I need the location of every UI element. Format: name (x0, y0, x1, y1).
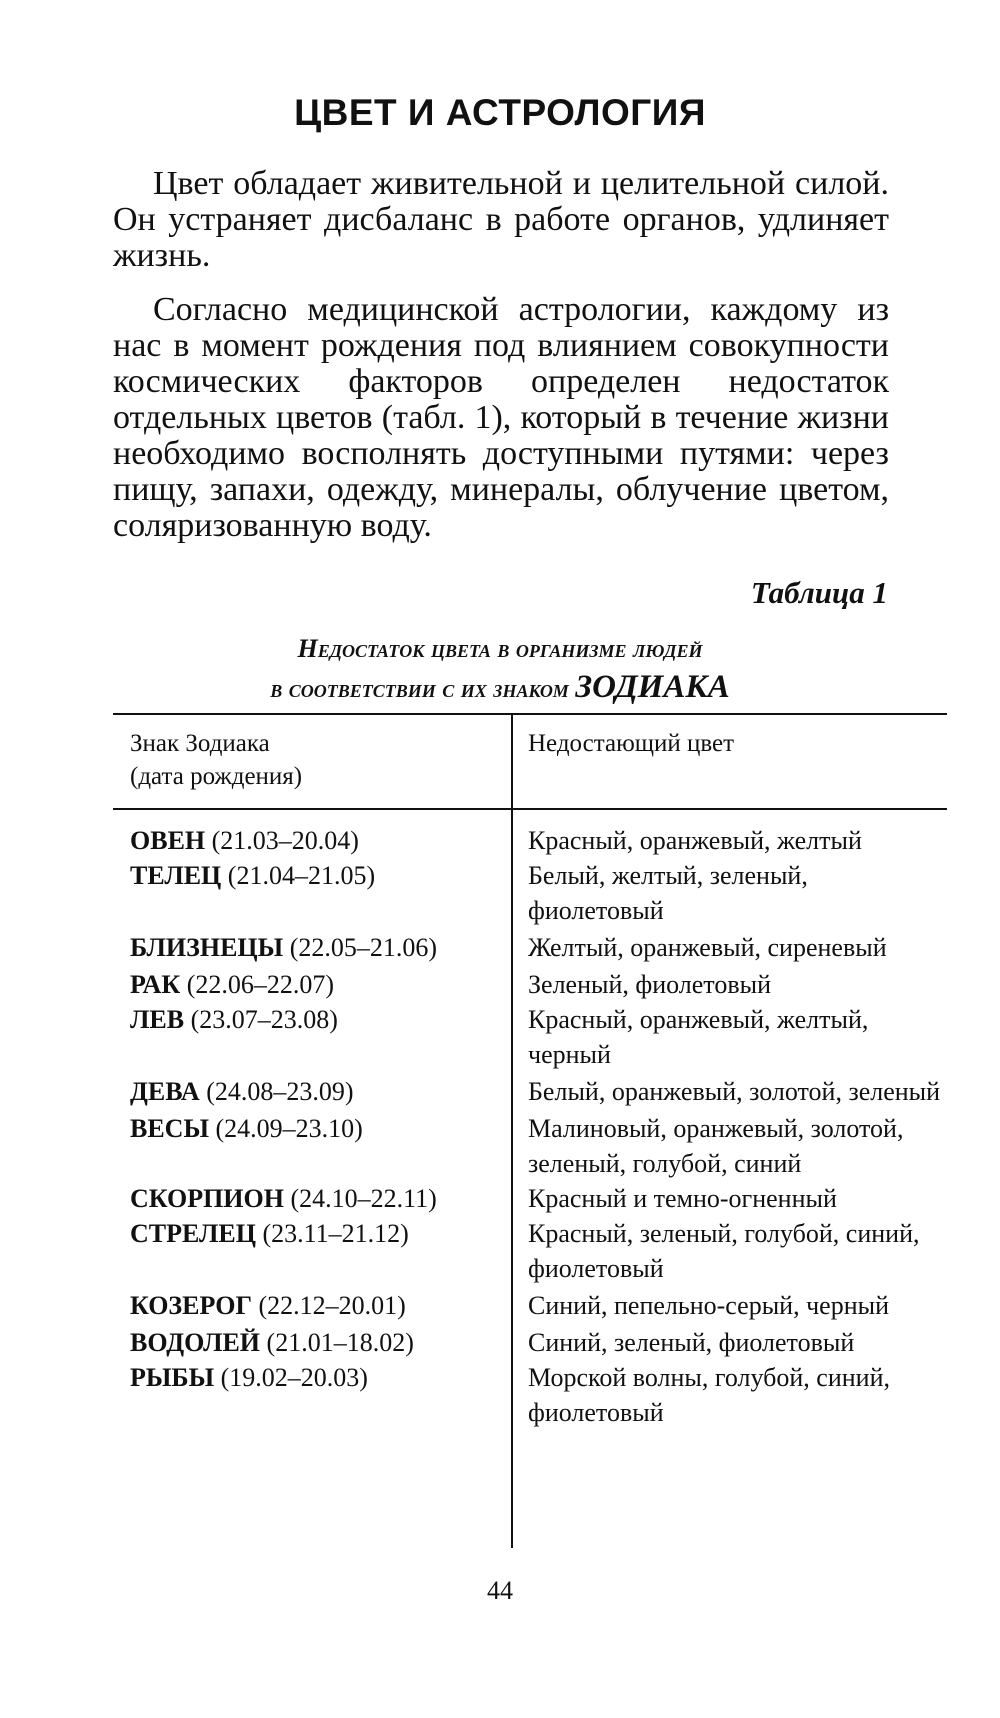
zodiac-dates: (24.10–22.11) (290, 1184, 437, 1213)
table-caption (0, 630, 1000, 708)
zodiac-cell (113, 823, 511, 858)
zodiac-name: ВОДОЛЕЙ (130, 1328, 261, 1357)
table-label: Таблица 1 (750, 575, 888, 610)
zodiac-name: ЛЕВ (130, 1005, 185, 1034)
page-number: 44 (487, 1576, 513, 1605)
missing-colors: Белый, желтый, зеленый, фиолетовый (528, 861, 808, 925)
zodiac-dates: (24.08–23.09) (206, 1077, 354, 1106)
zodiac-cell (113, 1111, 511, 1181)
table-row (113, 1216, 947, 1286)
missing-colors: Красный, оранжевый, желтый (528, 826, 862, 855)
missing-colors: Синий, пепельно-серый, черный (528, 1291, 890, 1320)
paragraph-1: Цвет обладает живительной и целительной силой. Он устраняет дисбаланс в работе органов, удлиняет жизнь. (113, 165, 889, 274)
table-row (113, 1288, 947, 1323)
zodiac-name: ВЕСЫ (130, 1114, 209, 1143)
missing-colors: Красный, зеленый, голубой, синий, фиолетовый (528, 1219, 920, 1283)
paragraph-2: Согласно медицинской астрологии, каждому из нас в момент рождения под влиянием совокупности космических факторов определен недостаток отдельных цветов (табл. 1), который в течение жизни необходимо восполнять доступными путями: через пищу, запахи, одежду, минералы, облучение цветом, соляризованную воду. (113, 291, 889, 544)
page-title: ЦВЕТ И АСТРОЛОГИЯ (294, 92, 706, 133)
zodiac-name: БЛИЗНЕЦЫ (130, 933, 284, 962)
zodiac-name: СКОРПИОН (130, 1184, 284, 1213)
missing-colors: Красный, оранжевый, желтый, черный (528, 1005, 869, 1069)
table-row (113, 1002, 947, 1072)
table-header-colors: Недостающий цвет (528, 730, 735, 757)
table-row (113, 1111, 947, 1181)
zodiac-cell (113, 1002, 511, 1072)
zodiac-name: ТЕЛЕЦ (130, 861, 222, 890)
zodiac-cell (113, 1325, 511, 1360)
table-body (113, 823, 947, 1430)
zodiac-dates: (24.09–23.10) (215, 1114, 363, 1143)
zodiac-dates: (23.07–23.08) (190, 1005, 338, 1034)
table-header-sign (130, 727, 500, 793)
table-row (113, 858, 947, 928)
zodiac-cell (113, 1360, 511, 1430)
zodiac-cell (113, 930, 511, 965)
zodiac-cell (113, 1074, 511, 1109)
zodiac-cell (113, 1181, 511, 1216)
zodiac-cell (113, 1288, 511, 1323)
table-row (113, 1360, 947, 1430)
zodiac-dates: (23.11–21.12) (262, 1219, 409, 1248)
table-row (113, 1074, 947, 1109)
zodiac-dates: (21.04–21.05) (227, 861, 376, 890)
missing-colors: Малиновый, оранжевый, золотой, зеленый, голубой, синий (528, 1114, 904, 1178)
zodiac-dates: (21.01–18.02) (266, 1328, 414, 1357)
zodiac-dates: (19.02–20.03) (220, 1363, 368, 1392)
missing-colors: Желтый, оранжевый, сиреневый (528, 933, 887, 962)
zodiac-dates: (21.03–20.04) (211, 826, 359, 855)
table-header-sign-line-1: Знак Зодиака (130, 730, 270, 757)
zodiac-dates: (22.12–20.01) (258, 1291, 406, 1320)
zodiac-dates: (22.05–21.06) (289, 933, 438, 962)
missing-colors: Синий, зеленый, фиолетовый (528, 1328, 855, 1357)
missing-colors: Красный и темно-огненный (528, 1184, 837, 1213)
zodiac-name: КОЗЕРОГ (130, 1291, 252, 1320)
zodiac-name: РЫБЫ (130, 1363, 215, 1392)
zodiac-name: РАК (130, 970, 181, 999)
zodiac-cell (113, 858, 511, 928)
table-row (113, 930, 947, 965)
table-caption-prefix: в соответствии с их знаком (270, 674, 569, 703)
table-caption-line-2 (0, 668, 1000, 708)
zodiac-cell (113, 1216, 511, 1286)
table-row (113, 967, 947, 1002)
zodiac-cell (113, 967, 511, 1002)
table-header-rule (113, 808, 947, 810)
zodiac-name: ОВЕН (130, 826, 206, 855)
table-row (113, 823, 947, 858)
zodiac-name: ДЕВА (130, 1077, 200, 1106)
zodiac-dates: (22.06–22.07) (186, 970, 335, 999)
table-header-sign-line-2: (дата рождения) (130, 763, 303, 790)
table-caption-emphasis: ЗОДИАКА (575, 669, 730, 705)
table-top-rule (113, 713, 947, 715)
zodiac-name: СТРЕЛЕЦ (130, 1219, 256, 1248)
missing-colors: Белый, оранжевый, золотой, зеленый (528, 1077, 941, 1106)
table-row (113, 1325, 947, 1360)
table-row (113, 1181, 947, 1216)
table-caption-line-1: Недостаток цвета в организме людей (297, 634, 703, 663)
missing-colors: Зеленый, фиолетовый (528, 970, 771, 999)
missing-colors: Морской волны, голубой, синий, фиолетовый (528, 1363, 890, 1427)
